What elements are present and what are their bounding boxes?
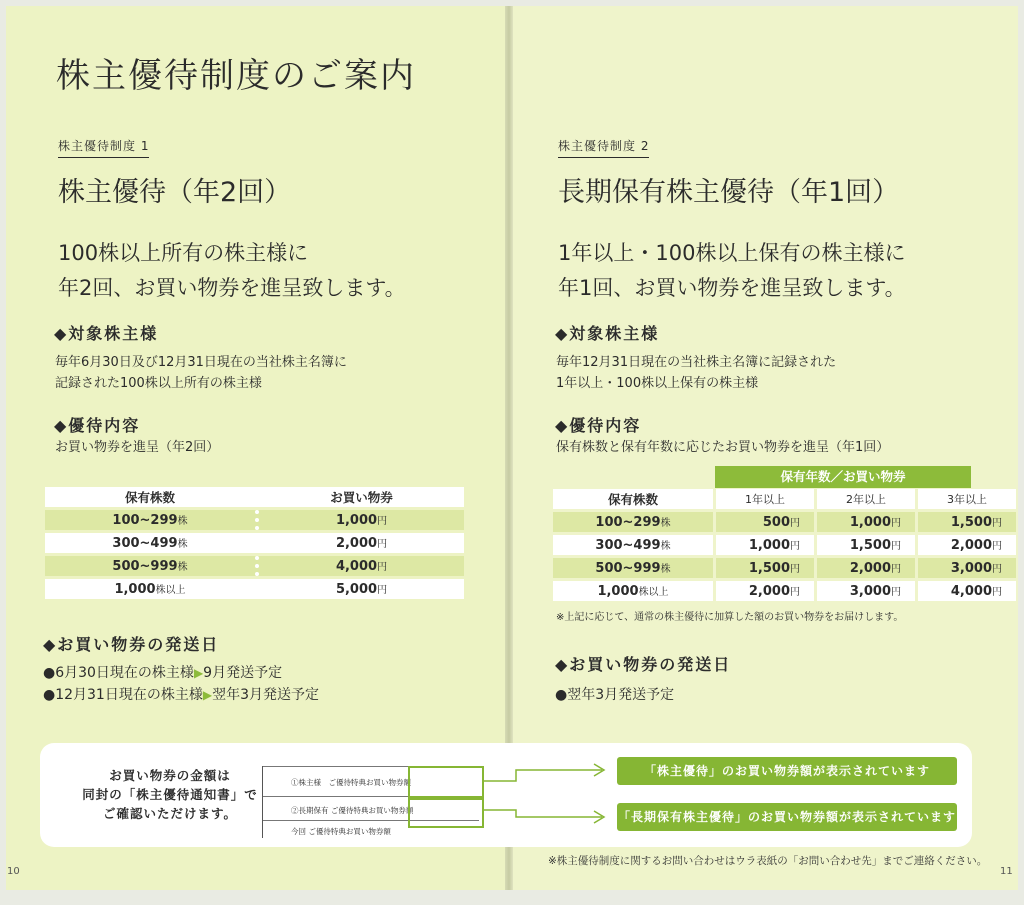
right-table-group-header: 保有年数／お買い物券	[715, 466, 971, 488]
ship-item-when: 翌年3月発送予定	[212, 687, 320, 703]
yen-unit: 円	[790, 564, 800, 575]
amount-value: 1,000	[335, 513, 378, 528]
left-ship-item-1	[43, 662, 282, 684]
right-eligible-line-2: 1年以上・100株以上保有の株主様	[556, 376, 759, 391]
amount-value: 1,500	[748, 561, 790, 576]
right-eligible-text	[556, 352, 836, 394]
right-lead	[558, 236, 906, 306]
right-content-text: 保有株数と保有年数に応じたお買い物券を進呈（年1回）	[556, 440, 890, 455]
left-ship-item-2	[43, 684, 319, 706]
highlight-box-2	[408, 796, 484, 828]
shareholder-benefit-label: 「株主優待」のお買い物券額が表示されています	[617, 757, 957, 785]
footer-note: ※株主優待制度に関するお問い合わせはウラ表紙の「お問い合わせ先」までご連絡ください。	[548, 855, 988, 867]
arrow-line-1	[482, 770, 602, 781]
shares-unit: 株	[177, 516, 188, 527]
left-section-title: 株主優待（年2回）	[58, 177, 292, 208]
left-table-header-amount: お買い物券	[255, 487, 464, 507]
highlight-box-1	[408, 766, 484, 800]
left-eligible-line-2: 記録された100株以上所有の株主様	[55, 376, 262, 391]
form-row-1: ①株主様 ご優待特典お買い物券額	[291, 778, 411, 787]
right-table-header-2yr: 2年以上	[814, 489, 915, 509]
yen-unit: 円	[377, 516, 388, 527]
table-row	[45, 510, 464, 530]
left-lead-line-1: 100株以上所有の株主様に	[58, 241, 309, 265]
amount-value: 3,000	[950, 561, 992, 576]
left-table-header-shares: 保有株数	[45, 487, 255, 507]
amount-value: 500	[762, 515, 790, 530]
page-title: 株主優待制度のご案内	[56, 56, 416, 96]
shares-value: 1,000	[597, 584, 639, 599]
table-row	[553, 581, 1016, 601]
yen-unit: 円	[790, 518, 800, 529]
ship-item-text: ●12月31日現在の株主様	[43, 687, 203, 703]
amount-value: 1,000	[748, 538, 790, 553]
form-row-2: ②長期保有 ご優待特典お買い物券額	[291, 806, 414, 815]
notice-line-3: ご確認いただけます。	[102, 806, 237, 821]
left-benefit-table	[45, 484, 464, 602]
triangle-right-icon: ▶	[193, 666, 204, 680]
right-table-header-shares: 保有株数	[553, 489, 713, 509]
table-row	[45, 533, 464, 553]
yen-unit: 円	[891, 587, 901, 598]
ship-item-when: 9月発送予定	[203, 665, 283, 681]
arrow-line-2	[482, 810, 602, 817]
right-lead-line-1: 1年以上・100株以上保有の株主様に	[558, 241, 906, 265]
notice-line-2: 同封の「株主優待通知書」で	[82, 787, 258, 802]
amount-value: 2,000	[335, 536, 378, 551]
table-row	[553, 535, 1016, 555]
yen-unit: 円	[790, 541, 800, 552]
right-section-title: 長期保有株主優待（年1回）	[558, 177, 900, 208]
shares-unit: 株	[660, 518, 671, 529]
yen-unit: 円	[891, 564, 901, 575]
shares-unit: 株以上	[638, 587, 669, 598]
yen-unit: 円	[891, 518, 901, 529]
yen-unit: 円	[377, 539, 388, 550]
connector-arrows	[480, 755, 620, 830]
amount-value: 3,000	[849, 584, 891, 599]
left-content-text: お買い物券を進呈（年2回）	[55, 440, 220, 455]
right-ship-item-1: ●翌年3月発送予定	[555, 687, 675, 703]
left-lead	[58, 236, 406, 306]
shares-unit: 株	[660, 564, 671, 575]
right-lead-line-2: 年1回、お買い物券を進呈致します。	[558, 276, 906, 300]
shares-value: 500~999	[112, 559, 178, 574]
amount-value: 1,000	[849, 515, 891, 530]
amount-value: 1,500	[849, 538, 891, 553]
amount-value: 1,500	[950, 515, 992, 530]
left-lead-line-2: 年2回、お買い物券を進呈致します。	[58, 276, 406, 300]
notice-text	[80, 766, 260, 823]
yen-unit: 円	[891, 541, 901, 552]
yen-unit: 円	[377, 562, 388, 573]
amount-value: 2,000	[950, 538, 992, 553]
table-row	[45, 579, 464, 599]
yen-unit: 円	[377, 585, 388, 596]
notice-line-1: お買い物券の金額は	[109, 768, 231, 783]
shares-value: 100~299	[595, 515, 661, 530]
right-ship-heading: ◆お買い物券の発送日	[555, 655, 732, 674]
amount-value: 4,000	[950, 584, 992, 599]
shares-value: 300~499	[112, 536, 178, 551]
shares-unit: 株	[660, 541, 671, 552]
right-eligible-heading: ◆対象株主様	[555, 324, 660, 343]
shares-value: 100~299	[112, 513, 178, 528]
shares-unit: 株	[177, 539, 188, 550]
amount-value: 2,000	[849, 561, 891, 576]
amount-value: 4,000	[335, 559, 378, 574]
shares-value: 500~999	[595, 561, 661, 576]
shares-unit: 株以上	[155, 585, 186, 596]
right-section-tag: 株主優待制度 2	[558, 137, 649, 158]
page-number-left: 10	[7, 866, 20, 877]
left-eligible-line-1: 毎年6月30日及び12月31日現在の当社株主名簿に	[55, 355, 347, 370]
right-content-heading: ◆優待内容	[555, 416, 642, 435]
left-ship-heading: ◆お買い物券の発送日	[43, 635, 220, 654]
right-benefit-table	[553, 486, 1016, 604]
left-eligible-heading: ◆対象株主様	[54, 324, 159, 343]
yen-unit: 円	[790, 587, 800, 598]
right-eligible-line-1: 毎年12月31日現在の当社株主名簿に記録された	[556, 355, 837, 370]
yen-unit: 円	[992, 564, 1002, 575]
left-content-heading: ◆優待内容	[54, 416, 141, 435]
left-eligible-text	[55, 352, 347, 394]
left-section-tag: 株主優待制度 1	[58, 137, 149, 158]
form-row-3: 今回 ご優待特典お買い物券額	[291, 827, 391, 836]
table-row	[553, 512, 1016, 532]
shares-value: 1,000	[114, 582, 156, 597]
long-term-benefit-label: 「長期保有株主優待」のお買い物券額が表示されています	[617, 803, 957, 831]
amount-value: 5,000	[335, 582, 378, 597]
ship-item-text: ●6月30日現在の株主様	[43, 665, 194, 681]
right-table-note: ※上記に応じて、通常の株主優待に加算した額のお買い物券をお届けします。	[556, 612, 904, 623]
yen-unit: 円	[992, 587, 1002, 598]
shares-unit: 株	[177, 562, 188, 573]
right-table-header-3yr: 3年以上	[915, 489, 1016, 509]
table-row	[553, 558, 1016, 578]
amount-value: 2,000	[748, 584, 790, 599]
yen-unit: 円	[992, 541, 1002, 552]
right-table-header-1yr: 1年以上	[713, 489, 814, 509]
triangle-right-icon: ▶	[202, 688, 213, 702]
shares-value: 300~499	[595, 538, 661, 553]
yen-unit: 円	[992, 518, 1002, 529]
page-number-right: 11	[1000, 866, 1013, 877]
table-row	[45, 556, 464, 576]
